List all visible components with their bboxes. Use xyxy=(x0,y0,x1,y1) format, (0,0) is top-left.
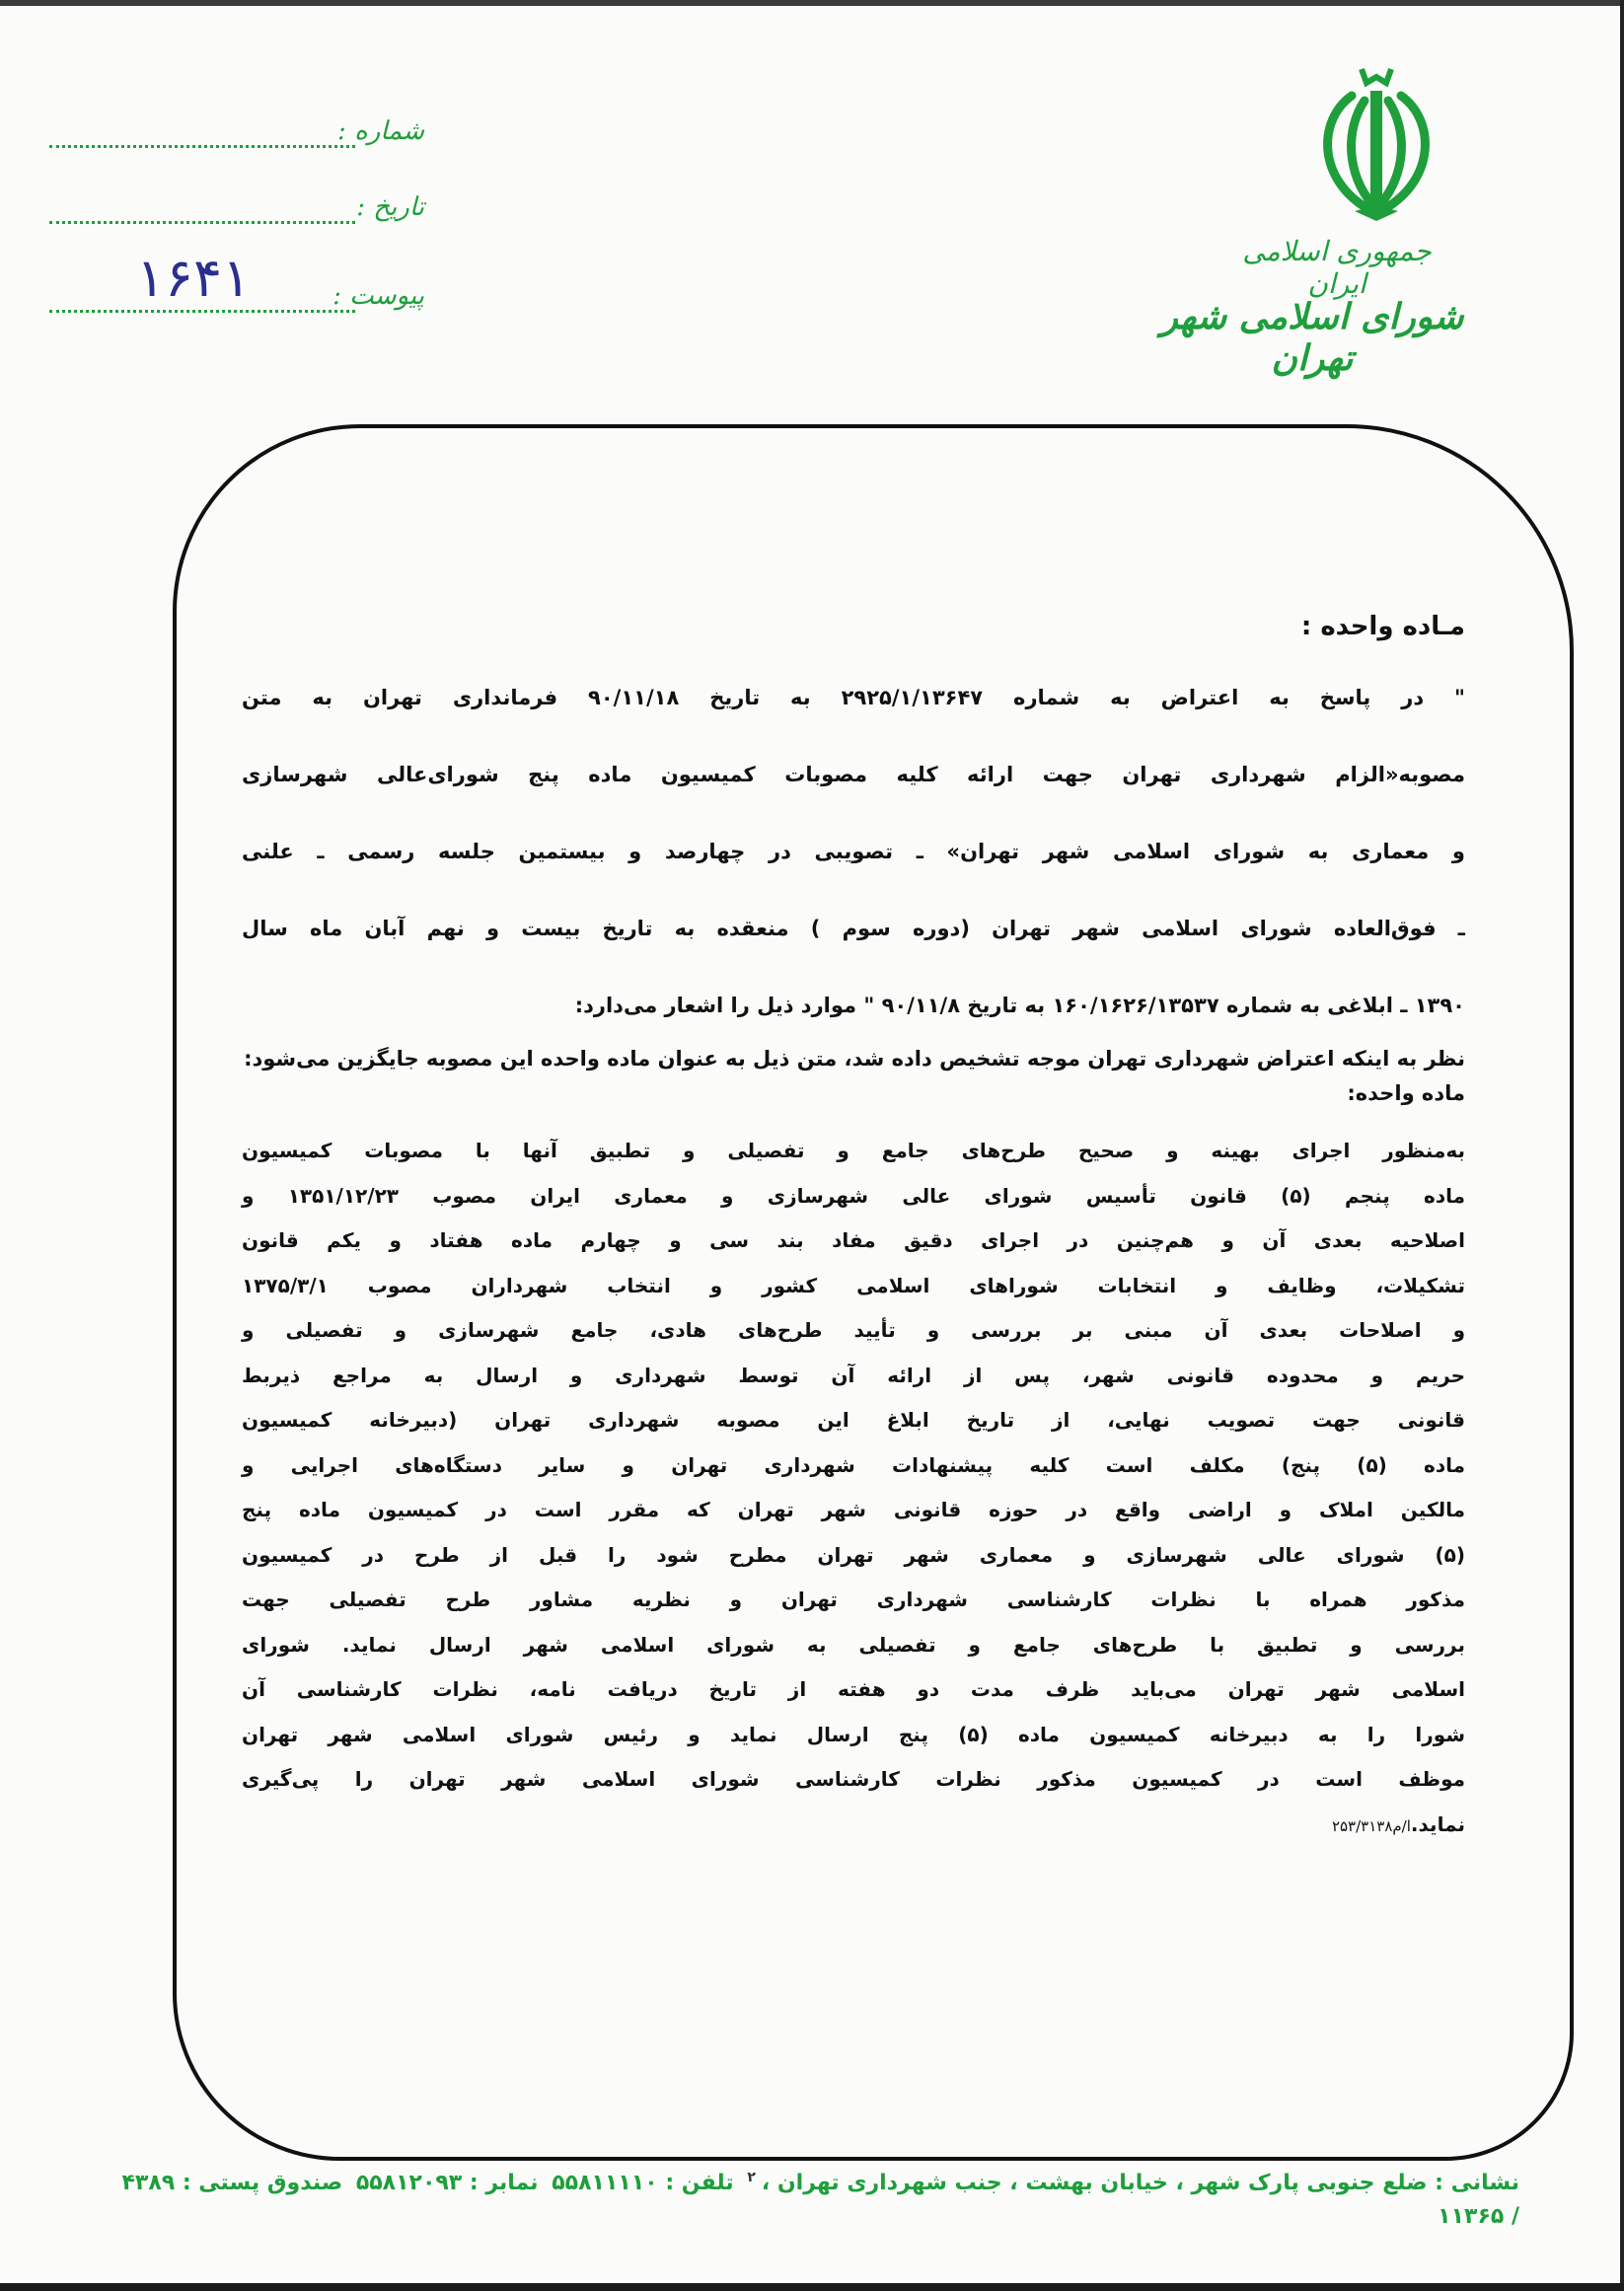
article-line: تشکیلات، وظایف و انتخابات شوراهای اسلامی کشور و انتخاب شهرداران مصوب ۱۳۷۵/۳/۱ xyxy=(242,1273,1465,1297)
article-line: ماده (۵) پنج) مکلف است کلیه پیشنهادات شهرداری تهران و سایر دستگاه‌های اجرایی و xyxy=(242,1452,1465,1477)
scan-edge-top xyxy=(0,0,1624,6)
iran-emblem-icon xyxy=(1307,61,1445,224)
article-line: بررسی و تطبیق با طرح‌های جامع و تفصیلی به شورای اسلامی شهر ارسال نماید. شورای xyxy=(242,1632,1465,1657)
article-line: قانونی جهت تصویب نهایی، از تاریخ ابلاغ این مصوبه شهرداری تهران (دبیرخانه کمیسیون xyxy=(242,1408,1465,1432)
article-line: اصلاحیه بعدی آن و هم‌چنین در اجرای دقیق مفاد بند سی و چهارم ماده هفتاد و یکم قانون xyxy=(242,1228,1465,1252)
document-body xyxy=(242,612,1465,1849)
article-line: حریم و محدوده قانونی شهر، پس از ارائه آن توسط شهرداری و ارسال به مراجع ذیربط xyxy=(242,1363,1465,1387)
article-line: به‌منظور اجرای بهینه و صحیح طرح‌های جامع و تفصیلی و تطبیق آنها با مصوبات کمیسیون xyxy=(242,1139,1465,1162)
article-line: و اصلاحات بعدی آن مبنی بر بررسی و تأیید طرح‌های هادی، جامع شهرسازی و تفصیلی و xyxy=(242,1318,1465,1342)
letter-number-label: شماره : xyxy=(337,116,424,146)
footer-contact xyxy=(109,2161,1519,2234)
article-line: (۵) شورای عالی شهرسازی و معماری شهر تهران مطرح شود را قبل از طرح در کمیسیون xyxy=(242,1542,1465,1567)
article-line: موظف است در کمیسیون مذکور نظرات کارشناسی شورای اسلامی شهر تهران را پی‌گیری xyxy=(242,1767,1465,1791)
page-mark: ۲ xyxy=(747,2170,756,2185)
letter-number-field xyxy=(49,116,424,156)
article-line: مذکور همراه با نظرات کارشناسی شهرداری تهران و نظریه مشاور طرح تفصیلی جهت xyxy=(242,1588,1465,1611)
footer-phone: تلفن : ۵۵۸۱۱۱۱۰ xyxy=(552,2171,734,2196)
dotted-line xyxy=(49,145,355,148)
dotted-line xyxy=(49,310,355,313)
intro-line: مصوبه«الزام شهرداری تهران جهت ارائه کلیه مصوبات کمیسیون ماده پنج شورای‌عالی شهرسازی xyxy=(242,763,1465,786)
letter-date-field xyxy=(49,192,424,232)
scan-edge-bottom xyxy=(0,2283,1624,2291)
intro-line: " در پاسخ به اعتراض به شماره ۲۹۲۵/۱/۱۳۶۴۷ به تاریخ ۹۰/۱۱/۱۸ فرمانداری تهران به متن xyxy=(242,686,1465,709)
footer-po-box: صندوق پستی : ۴۳۸۹ / ۱۱۳۶۵ xyxy=(121,2171,1519,2230)
intro-line: ۱۳۹۰ ـ ابلاغی به شماره ۱۶۰/۱۶۲۶/۱۳۵۳۷ به تاریخ ۹۰/۱۱/۸ " موارد ذیل را اشعار می‌دارد: xyxy=(574,994,1465,1017)
article-line: اسلامی شهر تهران می‌باید ظرف مدت دو هفته از تاریخ دریافت نامه، نظرات کارشناسی آن xyxy=(242,1677,1465,1701)
scan-edge-right xyxy=(1620,0,1624,2291)
article-last-line xyxy=(242,1803,1465,1849)
footer-fax: نمابر : ۵۵۸۱۲۰۹۳ xyxy=(355,2171,539,2196)
article-line: ماده پنجم (۵) قانون تأسیس شورای عالی شهرسازی و معماری ایران مصوب ۱۳۵۱/۱۲/۲۳ و xyxy=(242,1183,1465,1208)
article-subtitle: ماده واحده: xyxy=(1347,1081,1465,1105)
intro-line: و معماری به شورای اسلامی شهر تهران» ـ تصویبی در چهارصد و بیستمین جلسه رسمی ـ علنی xyxy=(242,840,1465,863)
article-line: شورا را به دبیرخانه کمیسیون ماده (۵) پنج ارسال نماید و رئیس شورای اسلامی شهر تهران xyxy=(242,1722,1465,1746)
footer-address: نشانی : ضلع جنوبی پارک شهر ، خیابان بهشت ، جنب شهرداری تهران ، xyxy=(761,2171,1519,2196)
final-word: نماید. xyxy=(1410,1811,1465,1836)
article-line: مالکین املاک و اراضی واقع در حوزه قانونی شهر تهران که مقرر است در کمیسیون ماده پنج xyxy=(242,1498,1465,1521)
attachment-label: پیوست : xyxy=(332,281,424,311)
republic-name: جمهوری اسلامی ایران xyxy=(1242,235,1432,300)
dotted-line xyxy=(49,221,355,224)
decision-paragraph: نظر به اینکه اعتراض شهرداری تهران موجه تشخیص داده شد، متن ذیل به عنوان ماده واحده این مصوبه جایگزین می‌شود: xyxy=(244,1047,1465,1071)
reference-code: ا/م۲۵۳/۳۱۳۸ xyxy=(1331,1816,1411,1835)
council-name: شورای اسلامی شهر تهران xyxy=(1160,296,1464,379)
letter-date-label: تاریخ : xyxy=(356,192,424,222)
attachment-handwritten-value: ۱۶۴۱ xyxy=(136,247,252,309)
article-title: مـاده واحده : xyxy=(1300,612,1465,641)
intro-line: ـ فوق‌العاده شورای اسلامی شهر تهران (دوره سوم ) منعقده به تاریخ بیست و نهم آبان ماه سال xyxy=(242,917,1465,940)
